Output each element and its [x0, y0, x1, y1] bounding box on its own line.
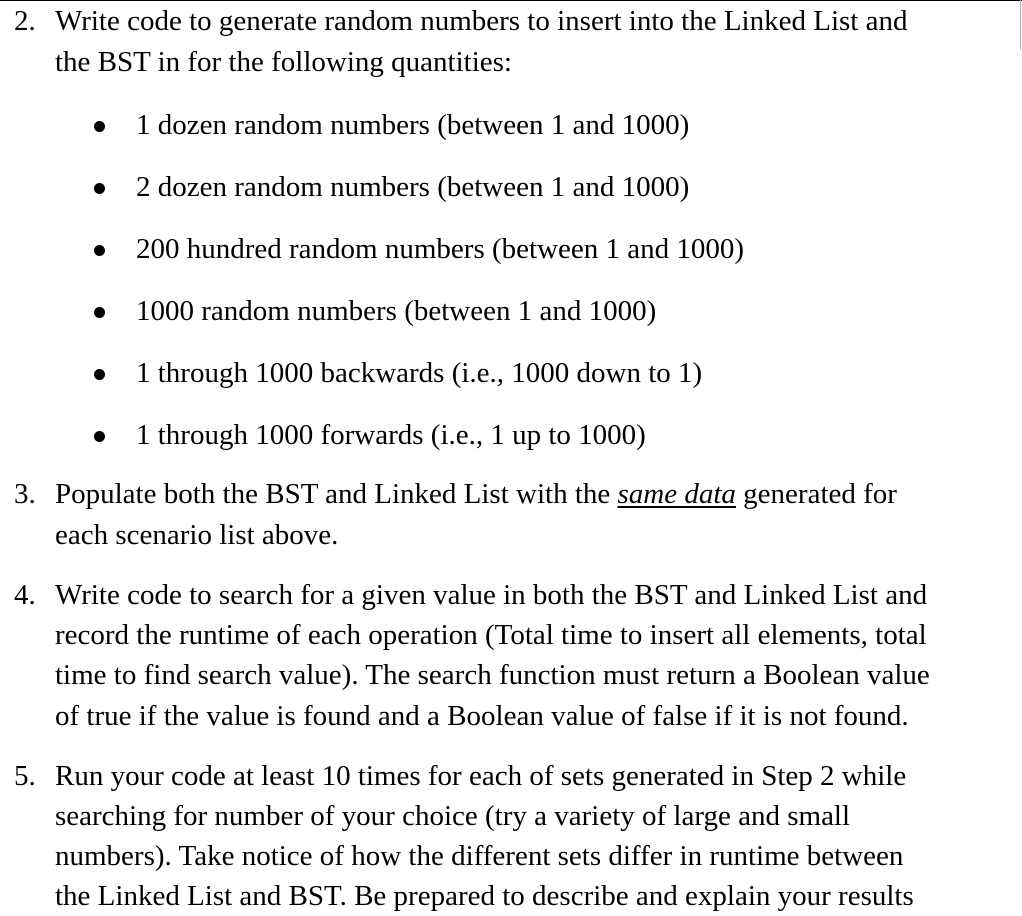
bullet-item-2: 2 dozen random numbers (between 1 and 1000)	[136, 171, 690, 203]
item-2-line-1: Write code to generate random numbers to insert into the Linked List and	[55, 5, 908, 37]
item-5-line-2: searching for number of your choice (try a variety of large and small	[55, 800, 851, 832]
same-data-emphasis: same data	[617, 478, 736, 510]
item-5-line-1: Run your code at least 10 times for each of sets generated in Step 2 while	[55, 760, 907, 792]
item-4-line-2: record the runtime of each operation (Total time to insert all elements, total	[55, 619, 927, 651]
bullet-dot-icon	[94, 245, 105, 256]
bullet-dot-icon	[94, 307, 105, 318]
right-border-line	[1020, 0, 1021, 50]
bullet-item-1: 1 dozen random numbers (between 1 and 1000)	[136, 109, 690, 141]
bullet-item-6: 1 through 1000 forwards (i.e., 1 up to 1000)	[136, 419, 646, 451]
item-3-line-2: each scenario list above.	[55, 519, 339, 551]
item-5-number: 5.	[14, 760, 36, 792]
item-5-line-3: numbers). Take notice of how the different sets differ in runtime between	[55, 840, 904, 872]
bullet-item-5: 1 through 1000 backwards (i.e., 1000 down to 1)	[136, 357, 703, 389]
bullet-dot-icon	[94, 369, 105, 380]
item-5-line-4: the Linked List and BST. Be prepared to describe and explain your results	[55, 880, 914, 912]
bullet-item-3: 200 hundred random numbers (between 1 and 1000)	[136, 233, 745, 265]
item-2-line-2: the BST in for the following quantities:	[55, 46, 512, 78]
item-3-line-1	[55, 477, 897, 511]
item-2-number: 2.	[14, 5, 36, 37]
item-4-number: 4.	[14, 579, 36, 611]
bullet-dot-icon	[94, 121, 105, 132]
item-3-text-after: generated for	[735, 478, 897, 510]
item-3-number: 3.	[14, 478, 36, 510]
item-3-text-before: Populate both the BST and Linked List with the	[55, 478, 618, 510]
item-4-line-3: time to find search value). The search function must return a Boolean value	[55, 659, 930, 691]
item-4-line-1: Write code to search for a given value in both the BST and Linked List and	[55, 579, 928, 611]
item-4-line-4: of true if the value is found and a Boolean value of false if it is not found.	[55, 700, 909, 732]
top-border-line	[0, 0, 1022, 1]
bullet-item-4: 1000 random numbers (between 1 and 1000)	[136, 295, 657, 327]
bullet-dot-icon	[94, 431, 105, 442]
bullet-dot-icon	[94, 183, 105, 194]
